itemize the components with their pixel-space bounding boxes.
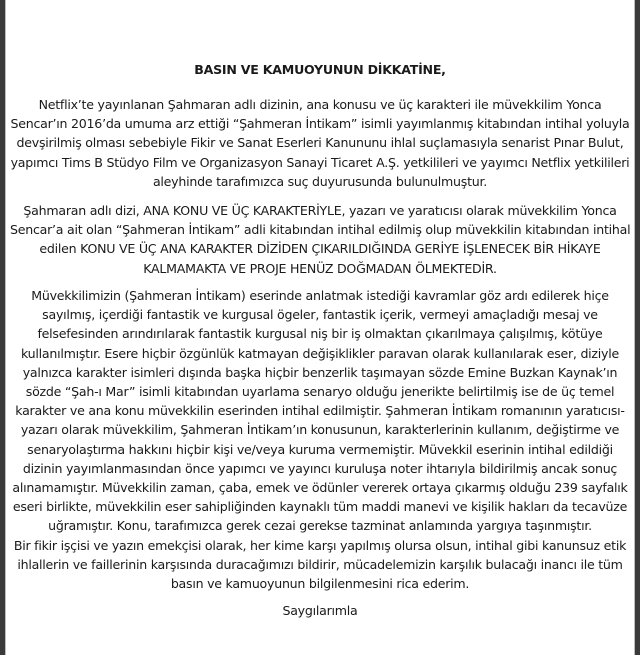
text-line: ihlallerin ve faillerinin karşısında duracağımızı bildirir, mücadelemizin karşılık bulacağı inancı ile tüm [17,556,623,572]
text-line: uğramıştır. Konu, tarafımızca gerek cezai gerekse tazminat anlamında yargıya taşınmıştır. [48,518,592,534]
text-line: karakter ve ana konu müvekkilin eserinden intihal edilmiştir. Şahmeran İntikam romanının yaratıcısı- [15,403,625,419]
text-line: dizinin yayımlanmasından önce yapımcı ve yayıncı kuruluşa noter ihtarıyla bildirilmiş ancak sonuç [22,460,618,476]
document-title: BASIN VE KAMUOYUNUN DİKKATİNE, [194,62,446,77]
text-line: Bir fikir işçisi ve yazın emekçisi olarak, her kime karşı yapılmış olursa olsun, intihal gibi kanunsuz etik [13,537,627,553]
text-line: KALMAMAKTA VE PROJE HENÜZ DOĞMADAN ÖLMEKTEDİR. [143,260,497,276]
text-line: edilen KONU VE ÜÇ ANA KARAKTER DİZİDEN ÇIKARILDIĞINDA GERİYE İŞLENECEK BİR HİKAYE [39,241,601,257]
text-line: sayılmış, içerdiği fantastik ve kurgusal ögeler, fantastik içerik, vermeyi amaçladığı mesaj ve [42,307,598,323]
paragraph-complaint [10,95,630,191]
text-line: Şahmaran adlı dizi, ANA KONU VE ÜÇ KARAKTERİYLE, yazarı ve yaratıcısı olarak müvekkilim Yonca [23,203,617,218]
text-line: Netflix’te yayınlanan Şahmaran adlı dizinin, ana konusu ve üç karakteri ile müvekkilim Yonca [38,97,602,112]
text-line: senaryolaştırma hakkını hiçbir kişi ve/veya kuruma vermemiştir. Müvekkil eserinin intihal edildiği [27,441,613,457]
text-line: Müvekkilimizin (Şahmeran İntikam) eserinde anlatmak istediği kavramlar göz ardı edilerek hiçe [31,288,609,303]
text-line: sözde “Şah-ı Mar” isimli kitabından uyarlama senaryo olduğu jenerikte belirtilmiş ise de üç temel [25,384,615,400]
text-line: alınamamıştır. Müvekkilin zaman, çaba, emek ve ödünler vererek ortaya çıkarmış olduğu 239 sayfalık [12,480,628,496]
text-line: yazarı olarak müvekkilim, Şahmeran İntikam’ın konusunun, karakterlerinin kullanım, değiştirme ve [20,422,620,438]
paragraph-details [10,286,630,593]
text-line: eseri birlikte, müvekkilin eser sahipliğinden kaynaklı tüm maddi manevi ve kişilik hakları da tecavüze [12,499,628,515]
text-line: Sencar’a ait olan “Şahmeran İntikam” adli kitabından intihal edilmiş olup müvekkilin kitabından intihal [10,222,631,238]
document-page [5,0,635,655]
text-line: aleyhinde tarafımızca suç duyurusunda bulunulmuştur. [152,173,488,189]
closing-signature: Saygılarımla [282,603,358,618]
text-line: yalnızca karakter isimleri dışında başka hiçbir benzerlik taşımayan sözde Emine Buzkan Kaynak’ın [22,364,618,380]
text-line: basın ve kamuoyunun bilgilenmesini rica ederim. [170,576,470,592]
text-line: devşirilmiş olması sebebiyle Fikir ve Sanat Eserleri Kanununu ihlal suçlamasıyla senarist Pınar Bulut, [16,135,624,151]
paragraph-claim [10,201,630,278]
text-line: Sencar’ın 2016’da umuma arz ettiği “Şahmeran İntikam” isimli yayımlanmış kitabından intihal yoluyla [10,116,630,132]
text-line: felsefesinden arındırılarak fantastik kurgusal niş bir iş olmaktan çıkarılmaya çalışılmış, kötüye [37,326,603,342]
text-line: kullanılmıştır. Esere hiçbir özgünlük katmayan değişiklikler paravan olarak kullanılarak eser, diziyle [20,345,619,361]
text-line: yapımcı Tims B Stüdyo Film ve Organizasyon Sanayi Ticaret A.Ş. yetkilileri ve yayımcı Netflix yetkilileri [10,154,630,170]
